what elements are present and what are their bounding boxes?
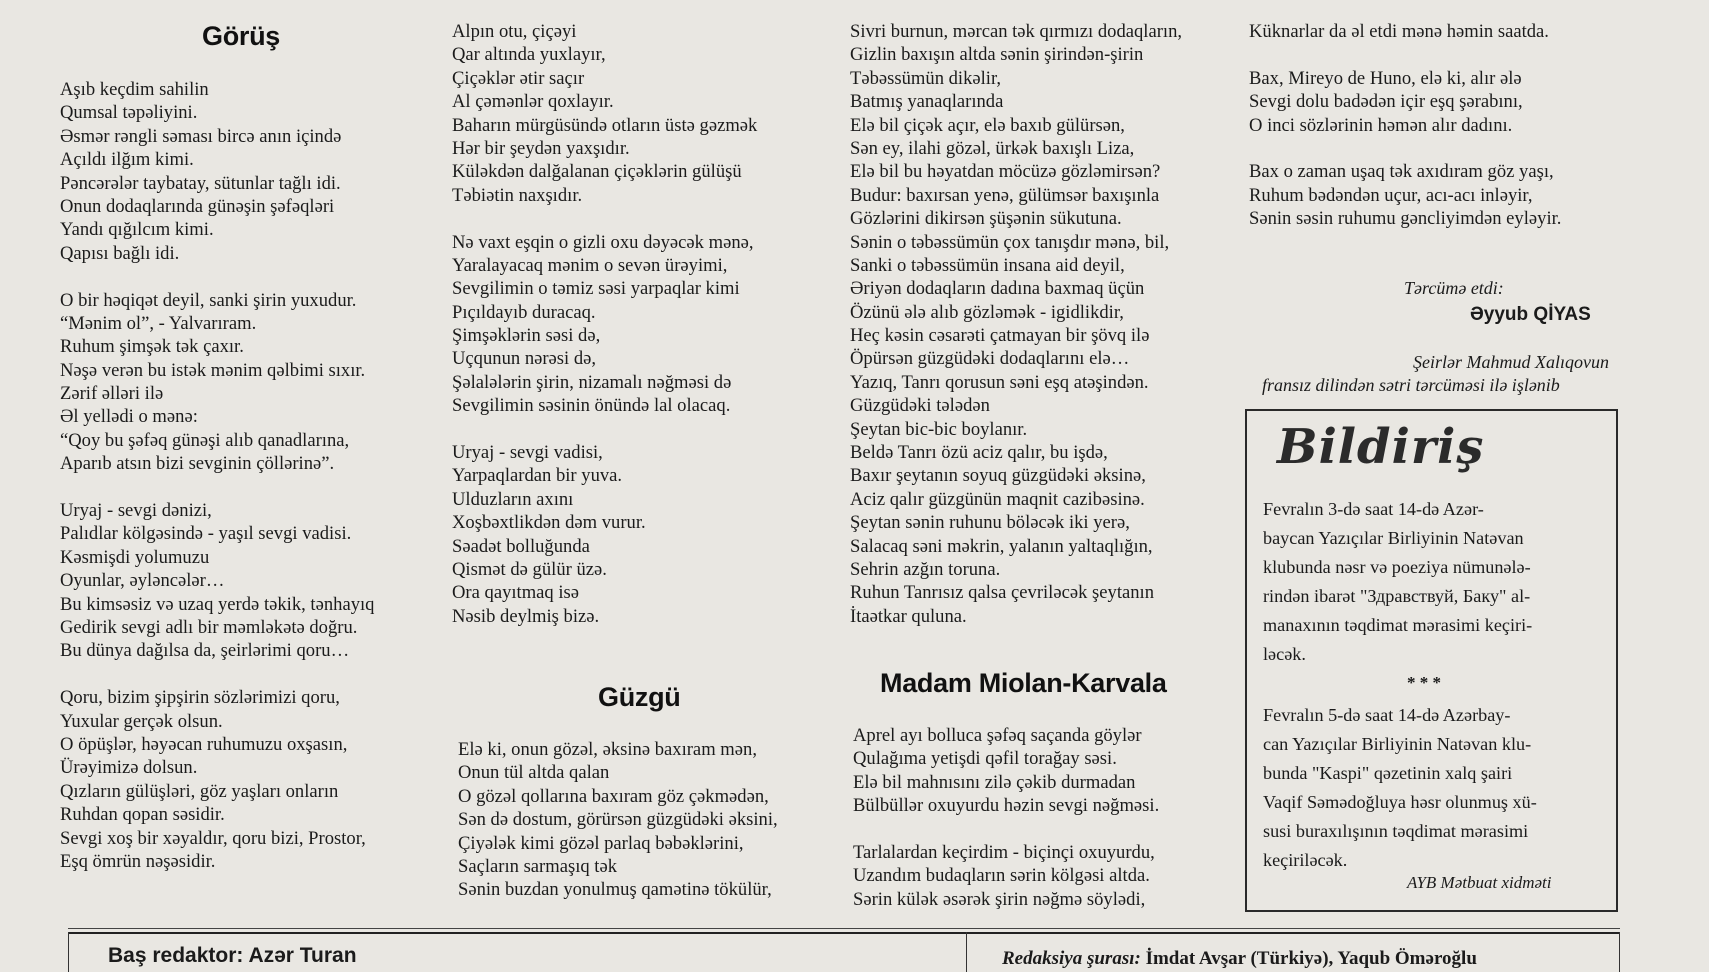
text-line: İtaətkar quluna. [850, 605, 967, 627]
text-line: Elə bil mahnısını zilə çəkib durmadan [853, 771, 1136, 793]
text-line: Ulduzların axını [452, 488, 574, 510]
text-line: Al çəmənlər qoxlayır. [452, 91, 614, 113]
text-line: Aparıb atsın bizi sevginin çöllərinə”. [60, 453, 335, 475]
text-line: O gözəl qollarına baxıram göz çəkmədən, [458, 785, 769, 807]
poem-lines-gorus [60, 78, 374, 873]
text-line: Gedirik sevgi adlı bir məmləkətə doğru. [60, 616, 358, 638]
text-line: Ora qayıtmaq isə [452, 582, 580, 604]
text-line: Bax o zaman uşaq tək axıdıram göz yaşı, [1249, 161, 1554, 183]
text-line: Aprel ayı bolluca şəfəq saçanda göylər [853, 725, 1142, 746]
text-line: Qumsal təpəliyini. [60, 102, 198, 124]
text-line: Saçların sarmaşıq tək [458, 855, 618, 877]
footer-rule [68, 932, 1620, 934]
text-line: Sevgi dolu badədən içir eşq şərabını, [1249, 91, 1523, 113]
text-line: Əl yellədi o mənə: [60, 406, 198, 428]
poem-lines-continued [452, 20, 757, 628]
text-line: Gizlin baxışın altda sənin şirindən-şirin [850, 44, 1144, 66]
text-line: Sanki o təbəssümün insana aid deyil, [850, 254, 1125, 276]
text-line: Şimşəklərin səsi də, [452, 325, 601, 347]
text-line: Öpürsən güzgüdəki dodaqlarını elə… [850, 348, 1130, 370]
text-line: ləcək. [1263, 644, 1306, 664]
text-line: Baxır şeytanın soyuq güzgüdəki əksinə, [850, 465, 1146, 487]
text-line: Yaralayacaq mənim o sevən ürəyimi, [452, 254, 728, 276]
text-line: Əriyən dodaqların dadına baxmaq üçün [850, 278, 1145, 300]
text-line: Yazıq, Tanrı qorusun səni eşq atəşindən. [850, 371, 1149, 393]
poem-title-guzgu: Güzgü [598, 682, 681, 712]
announcement-paragraph-2 [1263, 701, 1537, 875]
text-line: Sənin səsin ruhumu gəncliyimdən eyləyir. [1249, 208, 1562, 230]
poem-title-madam-miolan: Madam Miolan-Karvala [880, 668, 1167, 698]
text-line: Onun dodaqlarında günəşin şəfəqləri [60, 195, 335, 217]
text-line: Ruhun Tanrısız qalsa çevriləcək şeytanın [850, 582, 1155, 604]
text-line: Gözlərini dikirsən şüşənin sükutuna. [850, 208, 1122, 230]
text-line: Şeytan sənin ruhunu böləcək iki yerə, [850, 512, 1130, 534]
text-line [60, 265, 374, 288]
text-line: Eşq ömrün nəşəsidir. [60, 850, 216, 872]
text-line: Sənin buzdan yonulmuş qamətinə tökülür, [458, 879, 772, 901]
poem-title-gorus: Görüş [202, 21, 281, 51]
text-line: Nəsib deylmiş bizə. [452, 605, 600, 627]
editorial-board-label: Redaksiya şurası: [1002, 948, 1141, 969]
text-line: Uryaj - sevgi dənizi, [60, 500, 212, 522]
text-line: Qızların gülüşləri, göz yaşları onların [60, 780, 339, 802]
translation-note-line-1: Şeirlər Mahmud Xalıqovun [1413, 352, 1609, 372]
announcement-signature: AYB Mətbuat xidməti [1407, 873, 1552, 892]
editorial-board [1002, 948, 1477, 970]
text-line: Alpın otu, çiçəyi [452, 21, 577, 42]
footer-rule-thin [68, 928, 1620, 929]
text-line: Küləkdən dalğalanan çiçəklərin gülüşü [452, 161, 742, 183]
text-line: Ruhum bədəndən uçur, acı-acı inləyir, [1249, 184, 1533, 206]
text-line: Bu kimsəsiz və uzaq yerdə təkik, tənhayıq [60, 593, 375, 615]
text-line: O bir həqiqət deyil, sanki şirin yuxudur. [60, 289, 357, 311]
poem-lines-guzgu-continued [850, 20, 1182, 628]
text-line: Əsmər rəngli səması bircə anın içində [60, 125, 342, 147]
text-line: Şəlalələrin şirin, nizamalı nəğməsi də [452, 371, 732, 393]
announcement-separator: * * * [1407, 673, 1441, 692]
text-line: Budur: baxırsan yenə, gülümsər baxışınla [850, 184, 1160, 206]
text-line: Çiçəklər ətir saçır [452, 67, 585, 89]
text-line: Beldə Tanrı özü aciz qalır, bu işdə, [850, 442, 1108, 464]
announcement-title: Bildiriş [1277, 419, 1485, 475]
text-line: Onun tül altda qalan [458, 762, 610, 784]
text-line: Nəşə verən bu istək mənim qəlbimi sıxır. [60, 359, 366, 381]
text-line: Ruhum şimşək tək çaxır. [60, 336, 244, 358]
translated-by-label: Tərcümə etdi: [1404, 278, 1504, 298]
text-line [60, 663, 374, 686]
text-line: baycan Yazıçılar Birliyinin Natəvan [1263, 528, 1524, 548]
text-line: bunda "Kaspi" qəzetinin xalq şairi [1263, 763, 1513, 783]
text-line: Qismət də gülür üzə. [452, 558, 607, 580]
text-line: Baharın mürgüsündə otların üstə gəzmək [452, 114, 758, 136]
text-line: Aciz qalır güzgünün maqnit cazibəsinə. [850, 488, 1145, 510]
text-line [1249, 43, 1561, 66]
text-line: Nə vaxt eşqin o gizli oxu dəyəcək mənə, [452, 231, 754, 253]
text-line: Pəncərələr taybatay, sütunlar tağlı idi. [60, 172, 341, 194]
text-line: Yandı qığılcım kimi. [60, 219, 214, 241]
text-line: Bülbüllər oxuyurdu həzin sevgi nəğməsi. [853, 795, 1160, 817]
announcement-paragraph-1 [1263, 495, 1532, 669]
poem-lines-madam-continued [1249, 20, 1561, 231]
text-line: susi buraxılışının təqdimat mərasimi [1263, 821, 1529, 841]
text-line: Təbəssümün dikəlir, [850, 67, 1002, 89]
text-line: Özünü ələ alıb gözləmək - igidlikdir, [850, 301, 1124, 323]
text-line: Qoru, bizim şipşirin sözlərimizi qoru, [60, 687, 340, 709]
text-line: Fevralın 5-də saat 14-də Azərbay- [1263, 705, 1511, 725]
text-line: O inci sözlərinin həmən alır dadını. [1249, 114, 1513, 136]
text-line: Sevgilimin səsinin önündə lal olacaq. [452, 395, 731, 417]
translator-name: Əyyub QİYAS [1470, 304, 1591, 325]
text-line: Bu dünya dağılsa da, şeirlərimi qoru… [60, 640, 350, 662]
text-line: Zərif əlləri ilə [60, 383, 164, 405]
text-line: Hər bir şeydən yaxşıdır. [452, 137, 630, 159]
text-line: Sən ey, ilahi gözəl, ürkək baxışlı Liza, [850, 137, 1135, 159]
text-line: Sevgilimin o təmiz səsi yarpaqlar kimi [452, 278, 740, 300]
text-line: Pıçıldayıb duracaq. [452, 301, 596, 323]
text-line: Ruhdan qopan səsidir. [60, 804, 225, 826]
footer-right-border [1619, 932, 1620, 972]
text-line: Sevgi xoş bir xəyaldır, qoru bizi, Prostor, [60, 827, 366, 849]
text-line: Ürəyimizə dolsun. [60, 757, 198, 779]
text-line: rindən ibarət "Здравствуй, Баку" al- [1263, 586, 1531, 606]
announcement-box [1245, 409, 1618, 912]
text-line: manaxının təqdimat mərasimi keçiri- [1263, 615, 1533, 635]
text-line: Kəsmişdi yolumuzu [60, 546, 210, 568]
text-line: Elə ki, onun gözəl, əksinə baxıram mən, [458, 739, 757, 760]
text-line: Şeytan bic-bic boylanır. [850, 418, 1028, 440]
text-line: Sənin o təbəssümün çox tanışdır mənə, bil, [850, 231, 1170, 253]
text-line: can Yazıçılar Birliyinin Natəvan klu- [1263, 734, 1532, 754]
text-line [853, 818, 1159, 841]
text-line: Vaqif Səmədoğluya həsr olunmuş xü- [1263, 792, 1537, 812]
text-line: Səadət bolluğunda [452, 535, 590, 557]
text-line: Sivri burnun, mərcan tək qırmızı dodaqların, [850, 21, 1183, 42]
text-line: keçiriləcək. [1263, 850, 1348, 870]
text-line: “Mənim ol”, - Yalvarıram. [60, 312, 257, 334]
text-line [452, 207, 757, 230]
text-line: Uçqunun nərəsi də, [452, 348, 597, 370]
text-line: Fevralın 3-də saat 14-də Azər- [1263, 499, 1484, 519]
text-line: Qapısı bağlı idi. [60, 242, 180, 264]
text-line: Yarpaqlardan bir yuva. [452, 465, 623, 487]
text-line: Elə bil çiçək açır, elə baxıb gülürsən, [850, 114, 1125, 136]
text-line: “Qoy bu şəfəq günəşi alıb qanadlarına, [60, 429, 350, 451]
text-line: Palıdlar kölgəsində - yaşıl sevgi vadisi. [60, 523, 352, 545]
text-line: Xoşbəxtlikdən dəm vurur. [452, 512, 646, 534]
text-line: klubunda nəsr və poeziya nümunələ- [1263, 557, 1531, 577]
text-line: Batmış yanaqlarında [850, 91, 1004, 113]
poem-lines-guzgu [458, 738, 778, 902]
text-line: Təbiətin naxşıdır. [452, 184, 583, 206]
text-line: Aşıb keçdim sahilin [60, 79, 209, 100]
text-line: Bax, Mireyo de Huno, elə ki, alır ələ [1249, 67, 1522, 89]
text-line: Güzgüdəki tələdən [850, 395, 990, 417]
text-line: Sehrin azğın toruna. [850, 558, 1001, 580]
text-line: Sərin külək əsərək şirin nəğmə söylədi, [853, 888, 1146, 910]
text-line: Qulağıma yetişdi qəfil torağay səsi. [853, 748, 1117, 770]
poem-lines-madam-miolan [853, 724, 1159, 911]
text-line: O öpüşlər, həyəcan ruhumuzu oxşasın, [60, 733, 348, 755]
text-line: Qar altında yuxlayır, [452, 44, 606, 66]
text-line [1249, 137, 1561, 160]
text-line: Yuxular gerçək olsun. [60, 710, 223, 732]
translation-note-line-2: fransız dilindən sətri tərcüməsi ilə işlənib [1262, 375, 1560, 395]
text-line: Küknarlar da əl etdi mənə həmin saatda. [1249, 21, 1549, 42]
text-line [60, 476, 374, 499]
editorial-board-members: İmdat Avşar (Türkiyə), Yaqub Öməroğlu [1145, 948, 1477, 969]
footer-divider [966, 932, 967, 972]
text-line: Uzandım budaqların sərin kölgəsi altda. [853, 865, 1150, 887]
footer-left-border [68, 932, 69, 972]
text-line: Oyunlar, əyləncələr… [60, 570, 225, 592]
text-line: Açıldı ilğım kimi. [60, 149, 194, 171]
text-line: Uryaj - sevgi vadisi, [452, 442, 603, 464]
chief-editor: Baş redaktor: Azər Turan [108, 944, 357, 967]
text-line: Heç kəsin cəsarəti çatmayan bir şövq ilə [850, 325, 1150, 347]
text-line: Salacaq səni məkrin, yalanın yaltaqlığın, [850, 535, 1153, 557]
text-line: Elə bil bu həyatdan möcüzə gözləmirsən? [850, 161, 1161, 183]
text-line: Sən də dostum, görürsən güzgüdəki əksini, [458, 809, 778, 831]
text-line: Çiyələk kimi gözəl parlaq bəbəklərini, [458, 832, 744, 854]
text-line [452, 418, 757, 441]
text-line: Tarlalardan keçirdim - biçinçi oxuyurdu, [853, 841, 1155, 863]
